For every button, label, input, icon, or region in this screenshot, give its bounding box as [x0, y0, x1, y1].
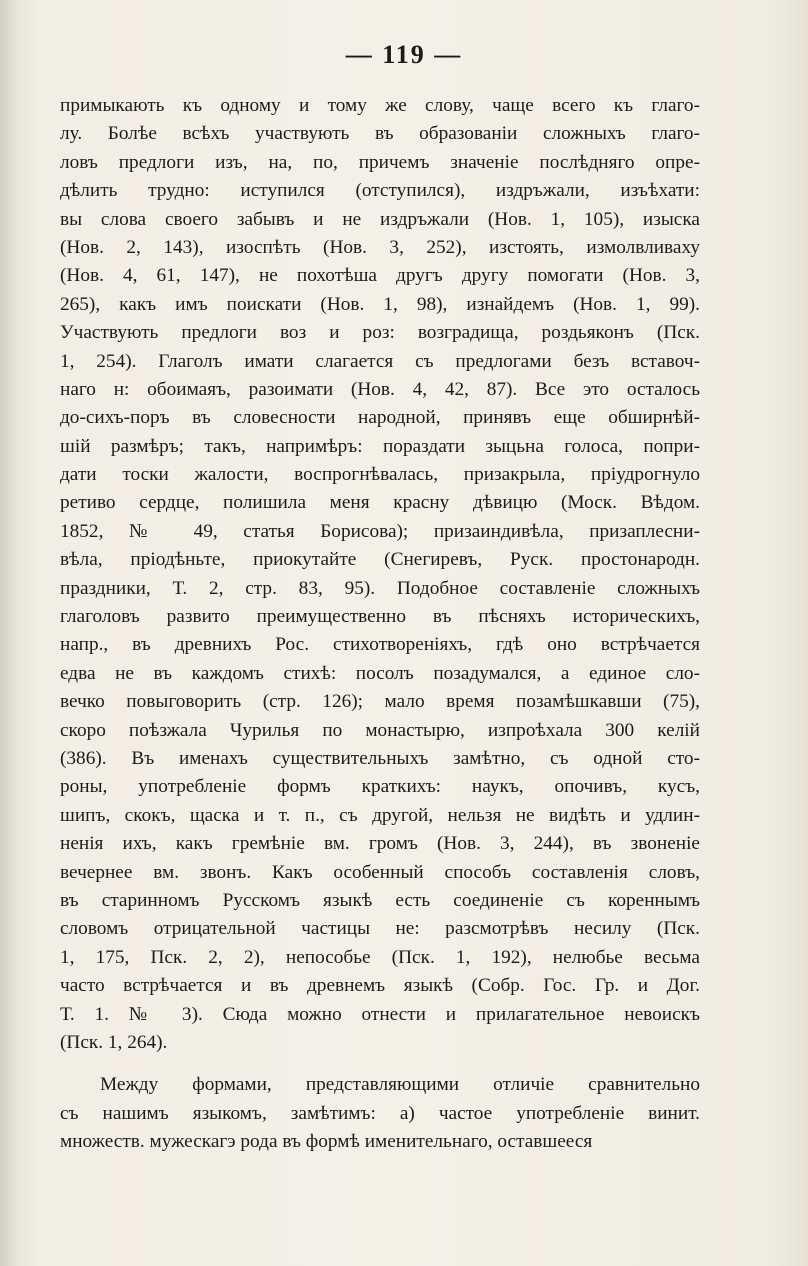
text-line: (Пск. 1, 264).: [60, 1031, 168, 1053]
text-line: роны, употребленіе формъ краткихъ: наукъ, опочивъ, кусъ,: [60, 776, 700, 798]
text-line: шій размѣръ; такъ, напримѣръ: пораздати зыцьна голоса, попри-: [60, 435, 700, 457]
text-line: множеств. мужескагэ рода въ формѣ именительнаго, оставшееся: [60, 1131, 593, 1153]
text-line: въ старинномъ Русскомъ языкѣ есть соединеніе съ кореннымъ: [60, 889, 700, 911]
text-line: съ нашимъ языкомъ, замѣтимъ: а) частое употребленіе винит.: [60, 1102, 700, 1124]
text-line: скоро поѣзжала Чурилья по монастырю, изпроѣхала 300 келій: [60, 719, 700, 741]
text-line: (386). Въ именахъ существительныхъ замѣтно, съ одной сто-: [60, 747, 700, 769]
text-line: часто встрѣчается и въ древнемъ языкѣ (Собр. Гос. Гр. и Дог.: [60, 975, 700, 997]
text-line: едва не въ каждомъ стихѣ: посолъ позадумался, а единое сло-: [60, 662, 700, 684]
text-line: 1, 254). Глаголъ имати слагается съ предлогами безъ вставоч-: [60, 350, 700, 372]
paragraph-2: [60, 1071, 700, 1156]
text-line: дѣлить трудно: иступился (отступился), издръжали, изъѣхати:: [60, 180, 700, 202]
text-line: Т. 1. № 3). Сюда можно отнести и прилагательное невоискъ: [60, 1003, 700, 1025]
text-line: примыкають къ одному и тому же слову, чаще всего къ глаго-: [60, 95, 700, 116]
text-line: (Нов. 4, 61, 147), не похотѣша другъ другу помогати (Нов. 3,: [60, 265, 700, 287]
text-line: дати тоски жалости, воспрогнѣвалась, призакрыла, пріудрогнуло: [60, 464, 700, 486]
text-line: глаголовъ развито преимущественно въ пѣсняхъ историческихъ,: [60, 606, 700, 628]
text-line: вѣла, пріодѣньте, приокутайте (Снегиревъ, Руск. простонародн.: [60, 549, 700, 571]
text-line: вечернее вм. звонъ. Какъ особенный способъ составленія словъ,: [60, 861, 700, 883]
text-line: лу. Болѣе всѣхъ участвують въ образованіи сложныхъ глаго-: [60, 123, 700, 145]
text-line: словомъ отрицательной частицы не: разсмотрѣвъ несилу (Пск.: [60, 918, 700, 940]
text-line: 1852, № 49, статья Борисова); призаиндивѣла, призаплесни-: [60, 520, 700, 542]
text-line: ненія ихъ, какъ гремѣніе вм. громъ (Нов. 3, 244), въ звоненіе: [60, 833, 700, 855]
text-line: наго н: обоимаяъ, разоимати (Нов. 4, 42, 87). Все это осталось: [60, 378, 700, 400]
text-line: вы слова своего забывъ и не издръжали (Нов. 1, 105), изыска: [60, 208, 700, 230]
page-number: — 119 —: [345, 40, 463, 69]
text-line: вечко повыговорить (стр. 126); мало время позамѣшкавши (75),: [60, 691, 700, 713]
paragraph-1: [60, 92, 700, 1057]
text-line: (Нов. 2, 143), изоспѣть (Нов. 3, 252), изстоять, измолвливаху: [60, 236, 700, 258]
text-line: 265), какъ имъ поискати (Нов. 1, 98), изнайдемъ (Нов. 1, 99).: [60, 293, 700, 315]
text-line: ретиво сердце, полишила меня красну дѣвицю (Моск. Вѣдом.: [60, 492, 700, 514]
text-line: Между формами, представляющими отличіе сравнительно: [100, 1074, 700, 1096]
text-line: до-сихъ-поръ въ словесности народной, принявъ еще обширнѣй-: [60, 407, 700, 429]
text-line: Участвують предлоги воз и роз: возградища, роздьяконъ (Пск.: [60, 322, 700, 344]
text-line: ловъ предлоги изъ, на, по, причемъ значеніе послѣдняго опре-: [60, 151, 700, 173]
text-line: напр., въ древнихъ Рос. стихотвореніяхъ, гдѣ оно встрѣчается: [60, 634, 700, 656]
text-line: праздники, Т. 2, стр. 83, 95). Подобное составленіе сложныхъ: [60, 577, 700, 599]
page-fold-shadow: [0, 0, 18, 1266]
paragraph-gap: [60, 1057, 700, 1071]
text-line: 1, 175, Пск. 2, 2), непособье (Пск. 1, 192), нелюбье весьма: [60, 946, 700, 968]
text-line: шипъ, скокъ, щаска и т. п., съ другой, нельзя не видѣть и удлин-: [60, 804, 700, 826]
body-text: [60, 92, 700, 1156]
